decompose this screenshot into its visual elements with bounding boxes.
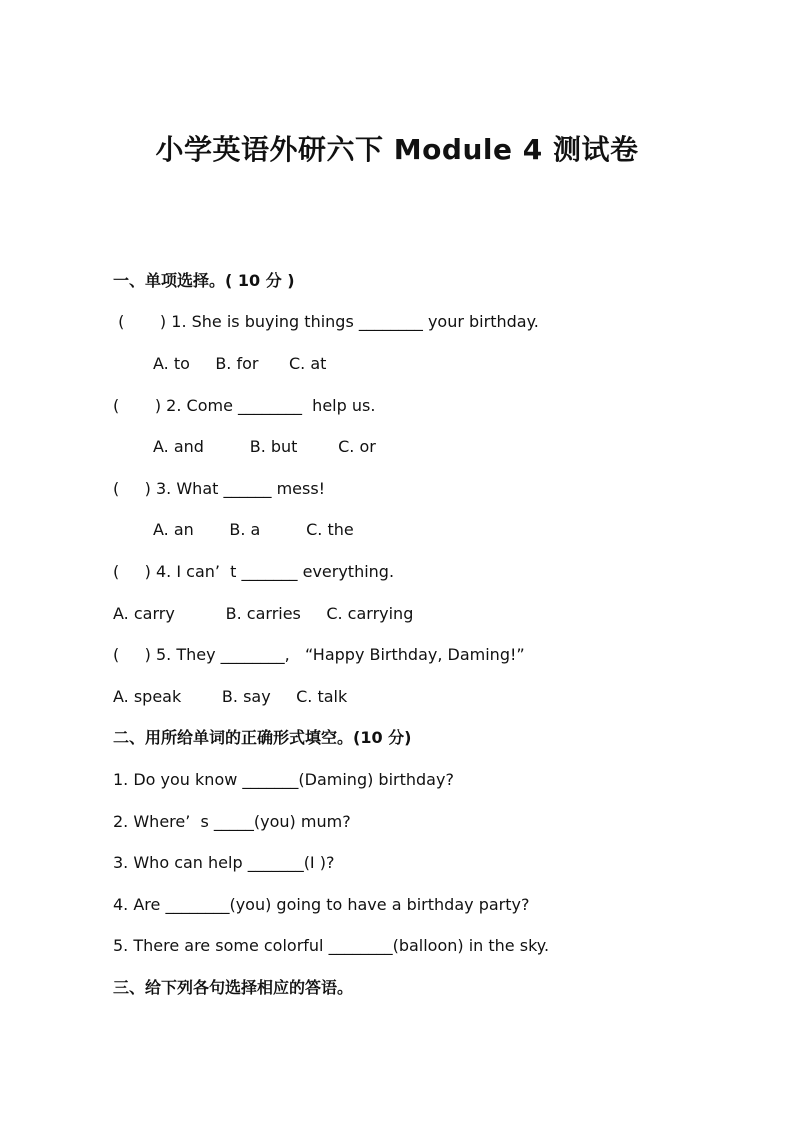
section-1-heading: 一、单项选择。( 10 分 ) — [113, 271, 295, 290]
question-1-stem: ( ) 1. She is buying things ________ your birthday. — [113, 312, 539, 331]
question-1-options: A. to B. for C. at — [153, 354, 327, 373]
page-title: 小学英语外研六下 Module 4 测试卷 — [155, 133, 639, 166]
question-4-stem: ( ) 4. I can’ t _______ everything. — [113, 562, 395, 581]
question-4-options: A. carry B. carries C. carrying — [113, 604, 414, 623]
question-5-stem: ( ) 5. They ________, “Happy Birthday, Daming!” — [113, 645, 525, 664]
question-2-options: A. and B. but C. or — [153, 437, 376, 456]
fill-item-4: 4. Are ________(you) going to have a birthday party? — [113, 895, 530, 914]
question-3-stem: ( ) 3. What ______ mess! — [113, 479, 326, 498]
section-3-heading: 三、给下列各句选择相应的答语。 — [113, 978, 354, 997]
question-2-stem: ( ) 2. Come ________ help us. — [113, 396, 376, 415]
question-3-options: A. an B. a C. the — [153, 520, 354, 539]
section-2-heading: 二、用所给单词的正确形式填空。(10 分) — [113, 728, 412, 747]
fill-item-5: 5. There are some colorful ________(balloon) in the sky. — [113, 936, 550, 955]
fill-item-3: 3. Who can help _______(I )? — [113, 853, 335, 872]
fill-item-1: 1. Do you know _______(Daming) birthday? — [113, 770, 454, 789]
fill-item-2: 2. Where’ s _____(you) mum? — [113, 812, 351, 831]
question-5-options: A. speak B. say C. talk — [113, 687, 348, 706]
